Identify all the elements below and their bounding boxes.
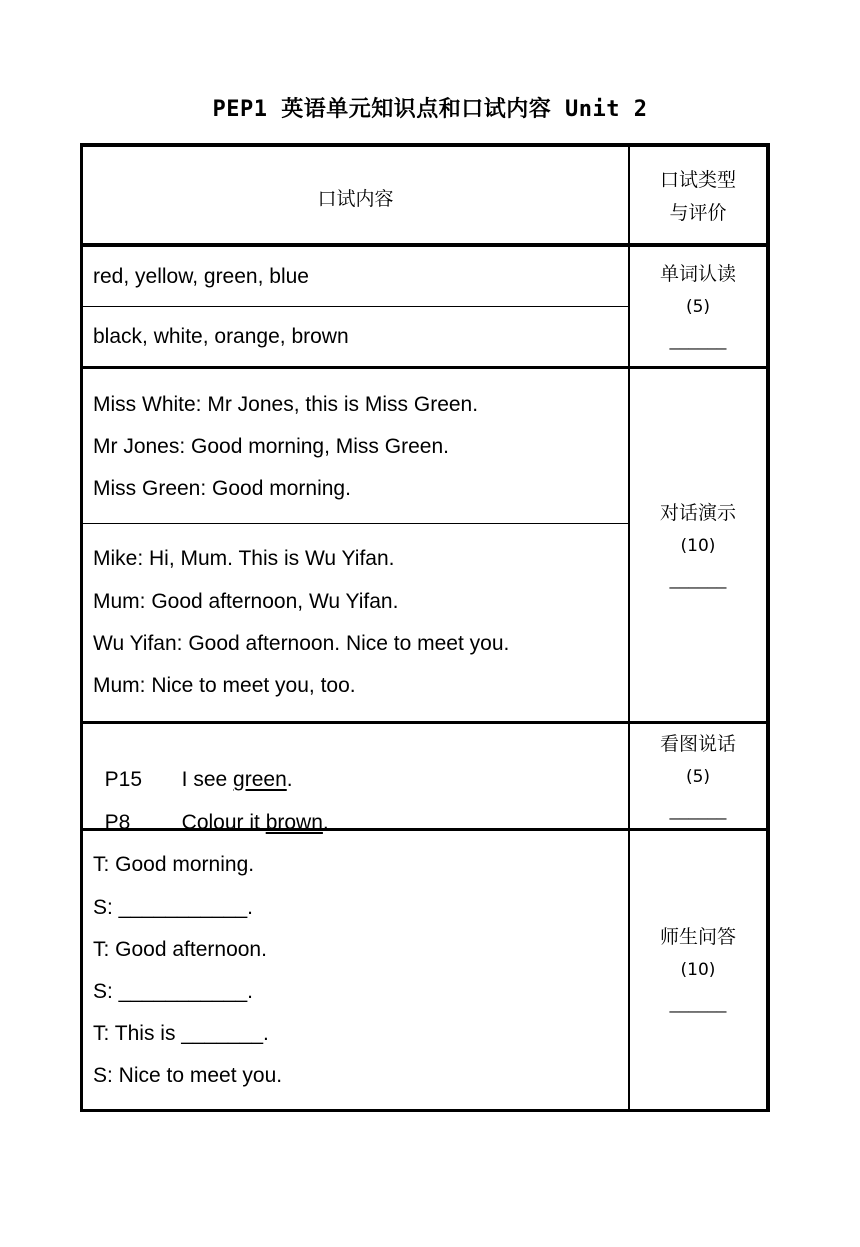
header-type xyxy=(630,164,766,230)
score-blank: ______ xyxy=(669,801,727,820)
qa-line: T: Good afternoon. xyxy=(93,938,267,961)
dialogue-line: Mum: Good afternoon, Wu Yifan. xyxy=(93,590,399,613)
type-label: 单词认读 xyxy=(659,263,736,285)
dialogue-line: Wu Yifan: Good afternoon. Nice to meet you. xyxy=(93,632,510,655)
picture-item-2 xyxy=(93,787,329,835)
dialogue-line: Miss White: Mr Jones, this is Miss Green. xyxy=(93,393,479,416)
dialogue-line: Mr Jones: Good morning, Miss Green. xyxy=(93,435,449,458)
sentence-end: . xyxy=(322,811,329,834)
picture-item-1 xyxy=(93,744,293,792)
header-type-line1: 口试类型 xyxy=(659,169,736,191)
score-label: (5) xyxy=(685,297,711,317)
score-blank: ______ xyxy=(669,994,727,1013)
sentence-end: . xyxy=(286,768,293,791)
qa-line: T: Good morning. xyxy=(93,853,255,876)
header-type-line2: 与评价 xyxy=(669,202,727,224)
score-label: (5) xyxy=(685,767,711,787)
score-label: (10) xyxy=(680,960,716,980)
qa-line: S: ___________. xyxy=(93,980,253,1003)
dialogue-line: Mike: Hi, Mum. This is Wu Yifan. xyxy=(93,547,395,570)
underlined-word: brown xyxy=(265,811,323,834)
page-ref: P8 xyxy=(104,811,131,834)
row-divider xyxy=(83,306,628,307)
score-blank: ______ xyxy=(669,331,727,350)
dialogue-line: Miss Green: Good morning. xyxy=(93,477,351,500)
dialogue-line: Mum: Nice to meet you, too. xyxy=(93,674,356,697)
underlined-word: green xyxy=(233,768,287,791)
section-type-dialogue xyxy=(630,497,766,596)
section-type-words xyxy=(630,258,766,357)
section-type-qa xyxy=(630,921,766,1020)
words-row-2: black, white, orange, brown xyxy=(93,325,349,348)
header-content: 口试内容 xyxy=(317,188,394,210)
row-divider xyxy=(83,523,628,524)
type-label: 看图说话 xyxy=(659,733,736,755)
qa-line: T: This is _______. xyxy=(93,1022,269,1045)
section-type-picture xyxy=(630,728,766,827)
sentence-start: I see xyxy=(181,768,234,791)
sentence-start: Colour it xyxy=(181,811,266,834)
header-divider xyxy=(83,243,766,247)
qa-line: S: Nice to meet you. xyxy=(93,1064,283,1087)
score-label: (10) xyxy=(680,536,716,556)
type-label: 对话演示 xyxy=(659,502,736,524)
section-divider xyxy=(83,721,766,724)
qa-line: S: ___________. xyxy=(93,896,253,919)
page-title: PEP1 英语单元知识点和口试内容 Unit 2 xyxy=(212,97,648,122)
words-row-1: red, yellow, green, blue xyxy=(93,265,309,288)
score-blank: ______ xyxy=(669,570,727,589)
section-divider xyxy=(83,366,766,369)
type-label: 师生问答 xyxy=(659,926,736,948)
page-ref: P15 xyxy=(104,768,143,791)
